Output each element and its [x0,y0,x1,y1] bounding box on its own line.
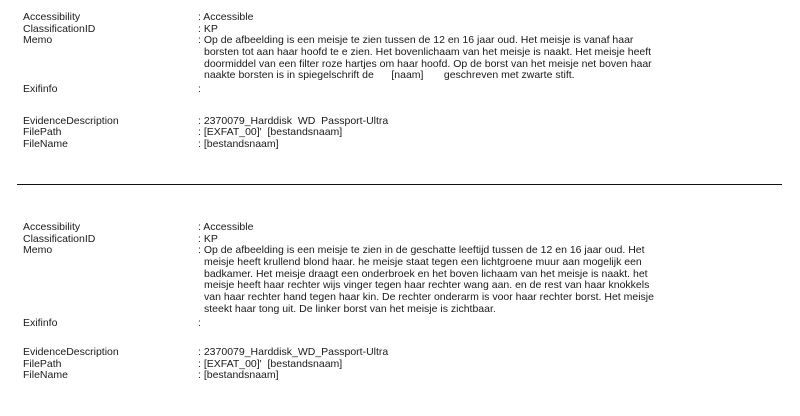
memo-line: badkamer. Het meisje draagt een onderbroek en het boven lichaam van het meisje is naakt. het [204,267,648,280]
filename-row [23,370,768,382]
exif-value: : [198,316,201,329]
accessibility-label: Accessibility [23,11,81,23]
memo-line: doormiddel van een filter roze hartjes om haar hoofd. Op de borst van het meisje net boven haar [204,57,652,70]
memo-line: naakte borsten is in spiegelschrift de [naam] geschreven met zwarte stift. [204,69,575,82]
filename-row [23,139,768,151]
filepath-label: FilePath [23,357,62,370]
evidence-row [23,116,768,128]
accessibility-label: Accessibility [23,221,81,233]
evidence-value: : 2370079_Harddisk WD Passport-Ultra [198,114,389,127]
classification-value: : KP [198,232,218,245]
accessibility-value: : Accessible [198,221,254,233]
classification-value: : KP [198,22,218,35]
memo-line: borsten tot aan haar hoofd te e zien. Het bovenlichaam van het meisje is naakt. Het meisje heeft [204,45,652,58]
filepath-row [23,359,768,371]
filename-value: : [bestandsnaam] [198,369,279,382]
evidence-row [23,347,768,359]
record-2 [23,222,768,382]
exif-row [23,84,768,96]
memo-line: steekt haar tong uit. De linker borst van het meisje is zichtbaar. [204,302,496,315]
classification-label: ClassificationID [23,232,96,245]
memo-row [23,245,768,316]
evidence-label: EvidenceDescription [23,346,119,359]
evidence-label: EvidenceDescription [23,114,119,127]
filename-label: FileName [23,369,68,382]
accessibility-value: : Accessible [198,11,254,23]
accessibility-row [23,222,768,234]
accessibility-row [23,12,768,24]
exif-label: Exifinfo [23,83,58,96]
memo-text [198,35,768,82]
memo-label: Memo [23,34,53,46]
record-1 [23,12,768,150]
memo-line: : Op de afbeelding is een meisje te zien in de geschatte leeftijd tussen de 12 en 16 jaar oud. Het [198,244,645,256]
exif-row [23,318,768,330]
filepath-row [23,127,768,139]
memo-line: : Op de afbeelding is een meisje te zien tussen de 12 en 16 jaar oud. Het meisje is vanaf haar [198,34,634,46]
filepath-value: : [EXFAT_00]' [bestandsnaam] [198,357,343,370]
exif-value: : [198,83,201,96]
memo-row [23,35,768,82]
memo-line: meisje heeft krullend blond haar. he meisje staat tegen een lichtgroene muur aan mogelijk een [204,255,642,268]
exif-label: Exifinfo [23,316,58,329]
memo-line: van haar rechter hand tegen haar kin. De rechter onderarm is voor haar rechter borst. Het meisje [204,291,654,304]
record-divider [17,184,782,185]
classification-label: ClassificationID [23,22,96,35]
filepath-label: FilePath [23,126,62,139]
filepath-value: : [EXFAT_00]' [bestandsnaam] [198,126,343,139]
filename-value: : [bestandsnaam] [198,137,279,150]
memo-label: Memo [23,244,53,256]
evidence-value: : 2370079_Harddisk_WD_Passport-Ultra [198,346,389,359]
filename-label: FileName [23,137,68,150]
memo-text [198,245,768,316]
memo-line: meisje heeft haar rechter wijs vinger tegen haar rechter wang aan. en de rest van haar knokkels [204,279,650,292]
